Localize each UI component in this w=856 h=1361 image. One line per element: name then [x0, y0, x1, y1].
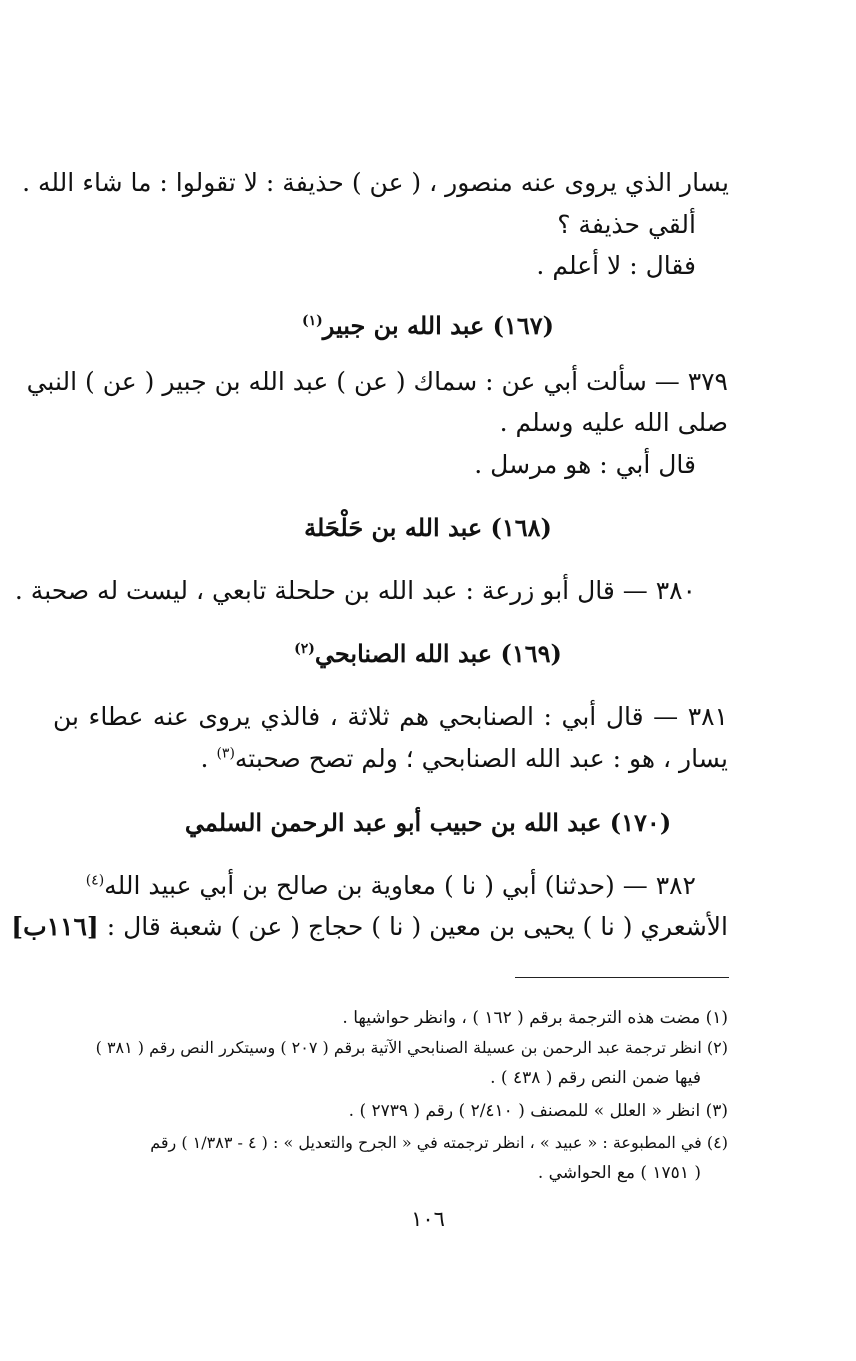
body-line: ٣٨٠ — قال أبو زرعة : عبد الله بن حلحلة تابعي ، ليست له صحبة . — [14, 576, 696, 605]
body-line: صلى الله عليه وسلم . — [499, 408, 728, 437]
footnote: فيها ضمن النص رقم ( ٤٣٨ ) . — [490, 1068, 701, 1088]
line-text: الأشعري ( نا ) يحيى بن معين ( نا ) حجاج ( عن ) شعبة قال : — [106, 912, 728, 941]
body-line — [201, 742, 728, 776]
footnote: (٤) في المطبوعة : « عبيد » ، انظر ترجمته في « الجرح والتعديل » : ( ٤ - ١/٣٨٣ ) رقم — [150, 1133, 728, 1152]
footnote-mark: (٤) — [85, 872, 105, 889]
section-heading — [0, 637, 856, 671]
section-heading — [0, 511, 856, 545]
heading-text: (١٦٧) عبد الله بن جبير — [322, 311, 555, 340]
body-line: ٣٧٩ — سألت أبي عن : سماك ( عن ) عبد الله بن جبير ( عن ) النبي — [26, 367, 728, 396]
footnote-mark: (١) — [301, 313, 323, 329]
heading-text: (١٦٨) عبد الله بن حَلْحَلة — [304, 513, 552, 542]
footnote: ( ١٧٥١ ) مع الحواشي . — [537, 1163, 701, 1183]
footnote-mark: (٢) — [294, 641, 315, 657]
line-end: . — [200, 744, 217, 773]
footnote-mark: (٣) — [216, 745, 235, 762]
body-line — [11, 910, 728, 944]
body-line: ألقي حذيفة ؟ — [557, 210, 696, 239]
body-line: قال أبي : هو مرسل . — [474, 450, 696, 479]
body-line: ٣٨١ — قال أبي : الصنابحي هم ثلاثة ، فالذي يروى عنه عطاء بن — [53, 702, 728, 731]
footnote: (١) مضت هذه الترجمة برقم ( ١٦٢ ) ، وانظر حواشيها . — [342, 1008, 728, 1028]
line-text: يسار ، هو : عبد الله الصنابحي ؛ ولم تصح صحبته — [234, 744, 728, 773]
body-line: يسار الذي يروى عنه منصور ، ( عن ) حذيفة : لا تقولوا : ما شاء الله . — [22, 168, 729, 197]
footnote-separator — [515, 977, 729, 978]
section-heading — [0, 309, 856, 343]
section-heading — [0, 806, 856, 840]
body-line — [86, 869, 696, 903]
footnote: (٣) انظر « العلل » للمصنف ( ٢/٤١٠ ) رقم ( ٢٧٣٩ ) . — [348, 1101, 728, 1121]
heading-text: (١٦٩) عبد الله الصنابحي — [314, 639, 562, 668]
footnote: (٢) انظر ترجمة عبد الرحمن بن عسيلة الصنابحي الآتية برقم ( ٢٠٧ ) وسيتكرر النص رقم ( ٣٨١ ) — [95, 1038, 728, 1057]
manuscript-folio-marker: [١١٦ب] — [11, 912, 99, 941]
heading-text: (١٧٠) عبد الله بن حبيب أبو عبد الرحمن السلمي — [184, 808, 672, 837]
page-number: ١٠٦ — [411, 1207, 445, 1231]
line-text: ٣٨٢ — (حدثنا) أبي ( نا ) معاوية بن صالح بن أبي عبيد الله — [104, 871, 696, 900]
body-line: فقال : لا أعلم . — [536, 251, 696, 280]
